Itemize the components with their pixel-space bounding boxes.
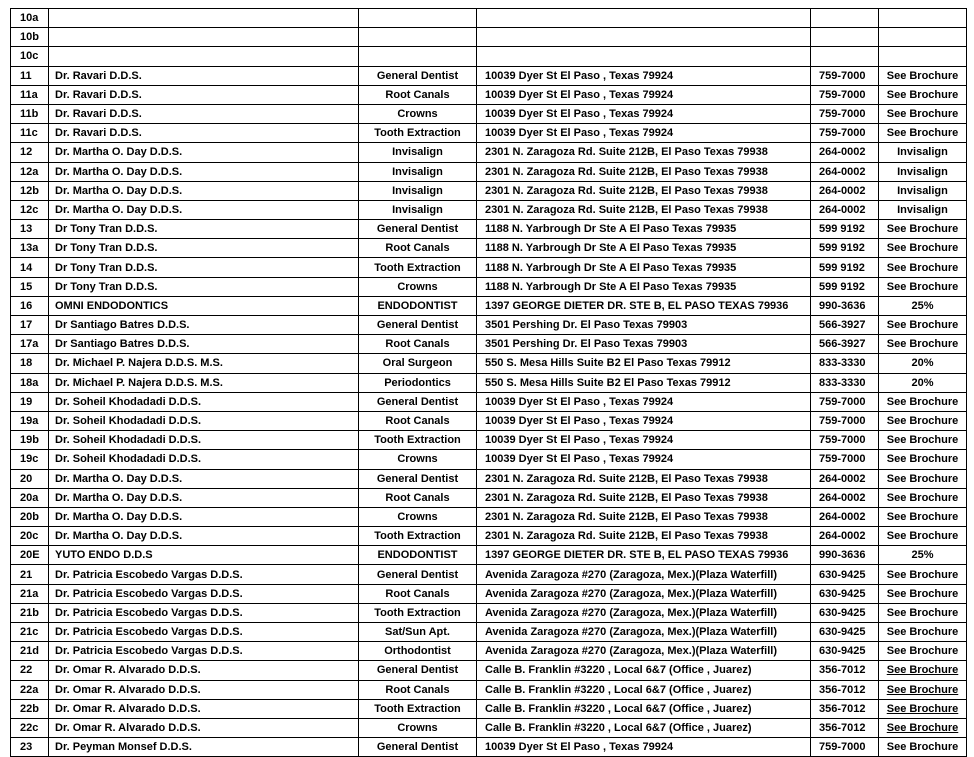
row-id-cell: 12c <box>11 200 49 219</box>
phone-cell: 566-3927 <box>811 316 879 335</box>
row-id-cell: 21d <box>11 642 49 661</box>
specialty-cell: Tooth Extraction <box>359 527 477 546</box>
address-cell: 3501 Pershing Dr. El Paso Texas 79903 <box>477 335 811 354</box>
phone-cell: 759-7000 <box>811 431 879 450</box>
discount-cell: 20% <box>879 354 967 373</box>
specialty-cell: Root Canals <box>359 239 477 258</box>
specialty-cell: Tooth Extraction <box>359 431 477 450</box>
provider-name-cell: Dr Santiago Batres D.D.S. <box>49 316 359 335</box>
address-cell: 10039 Dyer St El Paso , Texas 79924 <box>477 66 811 85</box>
table-row <box>11 642 967 661</box>
discount-cell: See Brochure <box>879 718 967 737</box>
specialty-cell: General Dentist <box>359 316 477 335</box>
specialty-cell: Root Canals <box>359 680 477 699</box>
address-cell: 10039 Dyer St El Paso , Texas 79924 <box>477 450 811 469</box>
phone-cell: 759-7000 <box>811 738 879 757</box>
phone-cell: 630-9425 <box>811 623 879 642</box>
phone-cell: 759-7000 <box>811 104 879 123</box>
phone-cell: 264-0002 <box>811 181 879 200</box>
row-id-cell: 20a <box>11 488 49 507</box>
address-cell: 2301 N. Zaragoza Rd. Suite 212B, El Paso Texas 79938 <box>477 469 811 488</box>
discount-cell: See Brochure <box>879 584 967 603</box>
table-row <box>11 316 967 335</box>
table-row <box>11 162 967 181</box>
discount-cell: See Brochure <box>879 277 967 296</box>
discount-cell: See Brochure <box>879 488 967 507</box>
table-row <box>11 104 967 123</box>
discount-cell: 25% <box>879 546 967 565</box>
address-cell: Avenida Zaragoza #270 (Zaragoza, Mex.)(Plaza Waterfill) <box>477 584 811 603</box>
discount-cell: See Brochure <box>879 104 967 123</box>
specialty-cell: Root Canals <box>359 85 477 104</box>
address-cell: 10039 Dyer St El Paso , Texas 79924 <box>477 392 811 411</box>
provider-name-cell: Dr. Omar R. Alvarado D.D.S. <box>49 718 359 737</box>
phone-cell <box>811 28 879 47</box>
address-cell: 10039 Dyer St El Paso , Texas 79924 <box>477 104 811 123</box>
row-id-cell: 11c <box>11 124 49 143</box>
table-row <box>11 296 967 315</box>
phone-cell: 356-7012 <box>811 699 879 718</box>
discount-cell: See Brochure <box>879 431 967 450</box>
table-row <box>11 507 967 526</box>
address-cell: Calle B. Franklin #3220 , Local 6&7 (Office , Juarez) <box>477 661 811 680</box>
table-row <box>11 28 967 47</box>
phone-cell: 264-0002 <box>811 507 879 526</box>
address-cell: Calle B. Franklin #3220 , Local 6&7 (Office , Juarez) <box>477 699 811 718</box>
table-row <box>11 738 967 757</box>
row-id-cell: 13a <box>11 239 49 258</box>
address-cell: 10039 Dyer St El Paso , Texas 79924 <box>477 411 811 430</box>
row-id-cell: 21 <box>11 565 49 584</box>
address-cell: 1188 N. Yarbrough Dr Ste A El Paso Texas 79935 <box>477 220 811 239</box>
row-id-cell: 22c <box>11 718 49 737</box>
phone-cell: 759-7000 <box>811 411 879 430</box>
provider-name-cell: Dr. Patricia Escobedo Vargas D.D.S. <box>49 642 359 661</box>
discount-cell: See Brochure <box>879 699 967 718</box>
provider-name-cell: Dr. Soheil Khodadadi D.D.S. <box>49 431 359 450</box>
phone-cell: 833-3330 <box>811 373 879 392</box>
specialty-cell: Crowns <box>359 450 477 469</box>
address-cell: 1397 GEORGE DIETER DR. STE B, EL PASO TEXAS 79936 <box>477 296 811 315</box>
row-id-cell: 19 <box>11 392 49 411</box>
discount-cell: See Brochure <box>879 450 967 469</box>
specialty-cell: General Dentist <box>359 392 477 411</box>
provider-name-cell: Dr Tony Tran D.D.S. <box>49 258 359 277</box>
row-id-cell: 17a <box>11 335 49 354</box>
discount-cell: See Brochure <box>879 680 967 699</box>
row-id-cell: 11 <box>11 66 49 85</box>
table-row <box>11 431 967 450</box>
row-id-cell: 22 <box>11 661 49 680</box>
provider-name-cell: Dr Tony Tran D.D.S. <box>49 277 359 296</box>
provider-name-cell: Dr. Martha O. Day D.D.S. <box>49 507 359 526</box>
discount-cell: 20% <box>879 373 967 392</box>
table-row <box>11 527 967 546</box>
provider-name-cell: Dr. Martha O. Day D.D.S. <box>49 469 359 488</box>
row-id-cell: 20b <box>11 507 49 526</box>
specialty-cell <box>359 9 477 28</box>
row-id-cell: 22a <box>11 680 49 699</box>
specialty-cell: Invisalign <box>359 162 477 181</box>
row-id-cell: 15 <box>11 277 49 296</box>
phone-cell: 833-3330 <box>811 354 879 373</box>
specialty-cell: ENDODONTIST <box>359 296 477 315</box>
specialty-cell <box>359 47 477 66</box>
discount-cell <box>879 9 967 28</box>
address-cell: 2301 N. Zaragoza Rd. Suite 212B, El Paso Texas 79938 <box>477 527 811 546</box>
discount-cell: See Brochure <box>879 603 967 622</box>
provider-name-cell: Dr. Martha O. Day D.D.S. <box>49 181 359 200</box>
specialty-cell: Root Canals <box>359 488 477 507</box>
address-cell: Avenida Zaragoza #270 (Zaragoza, Mex.)(Plaza Waterfill) <box>477 623 811 642</box>
specialty-cell: Periodontics <box>359 373 477 392</box>
provider-name-cell: YUTO ENDO D.D.S <box>49 546 359 565</box>
provider-name-cell <box>49 28 359 47</box>
specialty-cell: Crowns <box>359 718 477 737</box>
provider-name-cell <box>49 9 359 28</box>
phone-cell: 599 9192 <box>811 277 879 296</box>
row-id-cell: 22b <box>11 699 49 718</box>
table-row <box>11 277 967 296</box>
table-row <box>11 546 967 565</box>
discount-cell: Invisalign <box>879 143 967 162</box>
discount-cell <box>879 47 967 66</box>
specialty-cell: Invisalign <box>359 200 477 219</box>
discount-cell: See Brochure <box>879 258 967 277</box>
provider-name-cell: Dr. Martha O. Day D.D.S. <box>49 488 359 507</box>
address-cell: 2301 N. Zaragoza Rd. Suite 212B, El Paso Texas 79938 <box>477 488 811 507</box>
provider-name-cell: Dr. Omar R. Alvarado D.D.S. <box>49 680 359 699</box>
phone-cell: 630-9425 <box>811 603 879 622</box>
provider-name-cell: Dr. Omar R. Alvarado D.D.S. <box>49 699 359 718</box>
provider-name-cell: Dr. Ravari D.D.S. <box>49 124 359 143</box>
specialty-cell: Crowns <box>359 104 477 123</box>
specialty-cell: Crowns <box>359 277 477 296</box>
table-row <box>11 220 967 239</box>
phone-cell: 356-7012 <box>811 718 879 737</box>
row-id-cell: 18 <box>11 354 49 373</box>
specialty-cell: General Dentist <box>359 738 477 757</box>
discount-cell: See Brochure <box>879 335 967 354</box>
table-row <box>11 603 967 622</box>
specialty-cell: Crowns <box>359 507 477 526</box>
address-cell: 10039 Dyer St El Paso , Texas 79924 <box>477 431 811 450</box>
address-cell: Avenida Zaragoza #270 (Zaragoza, Mex.)(Plaza Waterfill) <box>477 642 811 661</box>
specialty-cell: Root Canals <box>359 411 477 430</box>
provider-name-cell: Dr. Patricia Escobedo Vargas D.D.S. <box>49 584 359 603</box>
table-row <box>11 661 967 680</box>
table-row <box>11 373 967 392</box>
table-row <box>11 85 967 104</box>
specialty-cell: Tooth Extraction <box>359 124 477 143</box>
phone-cell: 356-7012 <box>811 680 879 699</box>
table-row <box>11 258 967 277</box>
address-cell: 1188 N. Yarbrough Dr Ste A El Paso Texas 79935 <box>477 258 811 277</box>
provider-name-cell: Dr Tony Tran D.D.S. <box>49 239 359 258</box>
address-cell: 10039 Dyer St El Paso , Texas 79924 <box>477 124 811 143</box>
row-id-cell: 21b <box>11 603 49 622</box>
phone-cell: 599 9192 <box>811 239 879 258</box>
specialty-cell: Invisalign <box>359 181 477 200</box>
row-id-cell: 23 <box>11 738 49 757</box>
discount-cell: Invisalign <box>879 200 967 219</box>
address-cell: 2301 N. Zaragoza Rd. Suite 212B, El Paso Texas 79938 <box>477 200 811 219</box>
phone-cell: 599 9192 <box>811 258 879 277</box>
discount-cell: See Brochure <box>879 220 967 239</box>
specialty-cell: Sat/Sun Apt. <box>359 623 477 642</box>
row-id-cell: 10a <box>11 9 49 28</box>
row-id-cell: 19a <box>11 411 49 430</box>
table-row <box>11 450 967 469</box>
discount-cell: 25% <box>879 296 967 315</box>
phone-cell: 599 9192 <box>811 220 879 239</box>
address-cell: 2301 N. Zaragoza Rd. Suite 212B, El Paso Texas 79938 <box>477 181 811 200</box>
phone-cell: 264-0002 <box>811 469 879 488</box>
row-id-cell: 12 <box>11 143 49 162</box>
table-row <box>11 680 967 699</box>
provider-name-cell: Dr. Ravari D.D.S. <box>49 104 359 123</box>
address-cell <box>477 47 811 66</box>
table-row <box>11 699 967 718</box>
address-cell: 550 S. Mesa Hills Suite B2 El Paso Texas 79912 <box>477 373 811 392</box>
discount-cell: Invisalign <box>879 162 967 181</box>
specialty-cell: General Dentist <box>359 469 477 488</box>
table-row <box>11 335 967 354</box>
provider-name-cell: Dr. Martha O. Day D.D.S. <box>49 200 359 219</box>
specialty-cell: Tooth Extraction <box>359 699 477 718</box>
phone-cell: 356-7012 <box>811 661 879 680</box>
row-id-cell: 20c <box>11 527 49 546</box>
specialty-cell: Root Canals <box>359 335 477 354</box>
provider-name-cell: Dr. Peyman Monsef D.D.S. <box>49 738 359 757</box>
table-body <box>11 9 967 757</box>
row-id-cell: 11b <box>11 104 49 123</box>
specialty-cell: Invisalign <box>359 143 477 162</box>
specialty-cell: Oral Surgeon <box>359 354 477 373</box>
table-row <box>11 469 967 488</box>
table-row <box>11 47 967 66</box>
provider-name-cell: Dr. Ravari D.D.S. <box>49 85 359 104</box>
row-id-cell: 21a <box>11 584 49 603</box>
discount-cell: See Brochure <box>879 507 967 526</box>
specialty-cell: Tooth Extraction <box>359 258 477 277</box>
specialty-cell: General Dentist <box>359 66 477 85</box>
discount-cell: See Brochure <box>879 239 967 258</box>
address-cell: Calle B. Franklin #3220 , Local 6&7 (Office , Juarez) <box>477 680 811 699</box>
address-cell <box>477 28 811 47</box>
phone-cell: 759-7000 <box>811 85 879 104</box>
table-row <box>11 584 967 603</box>
table-row <box>11 239 967 258</box>
discount-cell <box>879 28 967 47</box>
phone-cell: 759-7000 <box>811 124 879 143</box>
phone-cell: 759-7000 <box>811 66 879 85</box>
phone-cell <box>811 47 879 66</box>
table-row <box>11 354 967 373</box>
provider-name-cell: Dr. Michael P. Najera D.D.S. M.S. <box>49 354 359 373</box>
address-cell: 2301 N. Zaragoza Rd. Suite 212B, El Paso Texas 79938 <box>477 507 811 526</box>
discount-cell: See Brochure <box>879 642 967 661</box>
phone-cell: 264-0002 <box>811 143 879 162</box>
table-row <box>11 392 967 411</box>
phone-cell: 759-7000 <box>811 450 879 469</box>
specialty-cell: Orthodontist <box>359 642 477 661</box>
specialty-cell: Root Canals <box>359 584 477 603</box>
provider-name-cell: Dr. Ravari D.D.S. <box>49 66 359 85</box>
row-id-cell: 12a <box>11 162 49 181</box>
discount-cell: See Brochure <box>879 66 967 85</box>
address-cell: Calle B. Franklin #3220 , Local 6&7 (Office , Juarez) <box>477 718 811 737</box>
address-cell <box>477 9 811 28</box>
discount-cell: Invisalign <box>879 181 967 200</box>
discount-cell: See Brochure <box>879 623 967 642</box>
phone-cell: 630-9425 <box>811 584 879 603</box>
table-row <box>11 124 967 143</box>
provider-name-cell: Dr. Martha O. Day D.D.S. <box>49 162 359 181</box>
table-row <box>11 200 967 219</box>
phone-cell: 630-9425 <box>811 642 879 661</box>
table-row <box>11 488 967 507</box>
table-row <box>11 623 967 642</box>
provider-name-cell: OMNI ENDODONTICS <box>49 296 359 315</box>
address-cell: 1188 N. Yarbrough Dr Ste A El Paso Texas 79935 <box>477 277 811 296</box>
address-cell: 1188 N. Yarbrough Dr Ste A El Paso Texas 79935 <box>477 239 811 258</box>
discount-cell: See Brochure <box>879 469 967 488</box>
discount-cell: See Brochure <box>879 85 967 104</box>
address-cell: Avenida Zaragoza #270 (Zaragoza, Mex.)(Plaza Waterfill) <box>477 603 811 622</box>
discount-cell: See Brochure <box>879 738 967 757</box>
row-id-cell: 10b <box>11 28 49 47</box>
phone-cell <box>811 9 879 28</box>
row-id-cell: 20E <box>11 546 49 565</box>
provider-name-cell: Dr Tony Tran D.D.S. <box>49 220 359 239</box>
address-cell: 10039 Dyer St El Paso , Texas 79924 <box>477 85 811 104</box>
provider-name-cell: Dr Santiago Batres D.D.S. <box>49 335 359 354</box>
provider-name-cell: Dr. Michael P. Najera D.D.S. M.S. <box>49 373 359 392</box>
discount-cell: See Brochure <box>879 527 967 546</box>
address-cell: 3501 Pershing Dr. El Paso Texas 79903 <box>477 316 811 335</box>
phone-cell: 264-0002 <box>811 527 879 546</box>
table-row <box>11 565 967 584</box>
table-row <box>11 9 967 28</box>
row-id-cell: 20 <box>11 469 49 488</box>
discount-cell: See Brochure <box>879 661 967 680</box>
row-id-cell: 13 <box>11 220 49 239</box>
specialty-cell <box>359 28 477 47</box>
provider-table <box>10 8 967 757</box>
address-cell: 10039 Dyer St El Paso , Texas 79924 <box>477 738 811 757</box>
provider-name-cell: Dr. Martha O. Day D.D.S. <box>49 527 359 546</box>
discount-cell: See Brochure <box>879 392 967 411</box>
specialty-cell: ENDODONTIST <box>359 546 477 565</box>
table-row <box>11 143 967 162</box>
provider-name-cell: Dr. Patricia Escobedo Vargas D.D.S. <box>49 603 359 622</box>
specialty-cell: General Dentist <box>359 220 477 239</box>
row-id-cell: 19b <box>11 431 49 450</box>
table-row <box>11 411 967 430</box>
address-cell: 2301 N. Zaragoza Rd. Suite 212B, El Paso Texas 79938 <box>477 143 811 162</box>
row-id-cell: 10c <box>11 47 49 66</box>
table-row <box>11 718 967 737</box>
provider-name-cell: Dr. Patricia Escobedo Vargas D.D.S. <box>49 623 359 642</box>
specialty-cell: General Dentist <box>359 661 477 680</box>
row-id-cell: 14 <box>11 258 49 277</box>
specialty-cell: General Dentist <box>359 565 477 584</box>
address-cell: 1397 GEORGE DIETER DR. STE B, EL PASO TEXAS 79936 <box>477 546 811 565</box>
table-row <box>11 66 967 85</box>
discount-cell: See Brochure <box>879 565 967 584</box>
phone-cell: 630-9425 <box>811 565 879 584</box>
row-id-cell: 19c <box>11 450 49 469</box>
provider-name-cell <box>49 47 359 66</box>
provider-name-cell: Dr. Soheil Khodadadi D.D.S. <box>49 450 359 469</box>
phone-cell: 990-3636 <box>811 546 879 565</box>
row-id-cell: 16 <box>11 296 49 315</box>
provider-name-cell: Dr. Soheil Khodadadi D.D.S. <box>49 392 359 411</box>
phone-cell: 759-7000 <box>811 392 879 411</box>
discount-cell: See Brochure <box>879 411 967 430</box>
row-id-cell: 21c <box>11 623 49 642</box>
phone-cell: 566-3927 <box>811 335 879 354</box>
provider-name-cell: Dr. Patricia Escobedo Vargas D.D.S. <box>49 565 359 584</box>
phone-cell: 264-0002 <box>811 488 879 507</box>
row-id-cell: 17 <box>11 316 49 335</box>
address-cell: Avenida Zaragoza #270 (Zaragoza, Mex.)(Plaza Waterfill) <box>477 565 811 584</box>
phone-cell: 264-0002 <box>811 162 879 181</box>
provider-name-cell: Dr. Martha O. Day D.D.S. <box>49 143 359 162</box>
phone-cell: 990-3636 <box>811 296 879 315</box>
provider-name-cell: Dr. Soheil Khodadadi D.D.S. <box>49 411 359 430</box>
table-row <box>11 181 967 200</box>
provider-name-cell: Dr. Omar R. Alvarado D.D.S. <box>49 661 359 680</box>
discount-cell: See Brochure <box>879 124 967 143</box>
row-id-cell: 11a <box>11 85 49 104</box>
specialty-cell: Tooth Extraction <box>359 603 477 622</box>
row-id-cell: 18a <box>11 373 49 392</box>
address-cell: 2301 N. Zaragoza Rd. Suite 212B, El Paso Texas 79938 <box>477 162 811 181</box>
address-cell: 550 S. Mesa Hills Suite B2 El Paso Texas 79912 <box>477 354 811 373</box>
phone-cell: 264-0002 <box>811 200 879 219</box>
row-id-cell: 12b <box>11 181 49 200</box>
discount-cell: See Brochure <box>879 316 967 335</box>
